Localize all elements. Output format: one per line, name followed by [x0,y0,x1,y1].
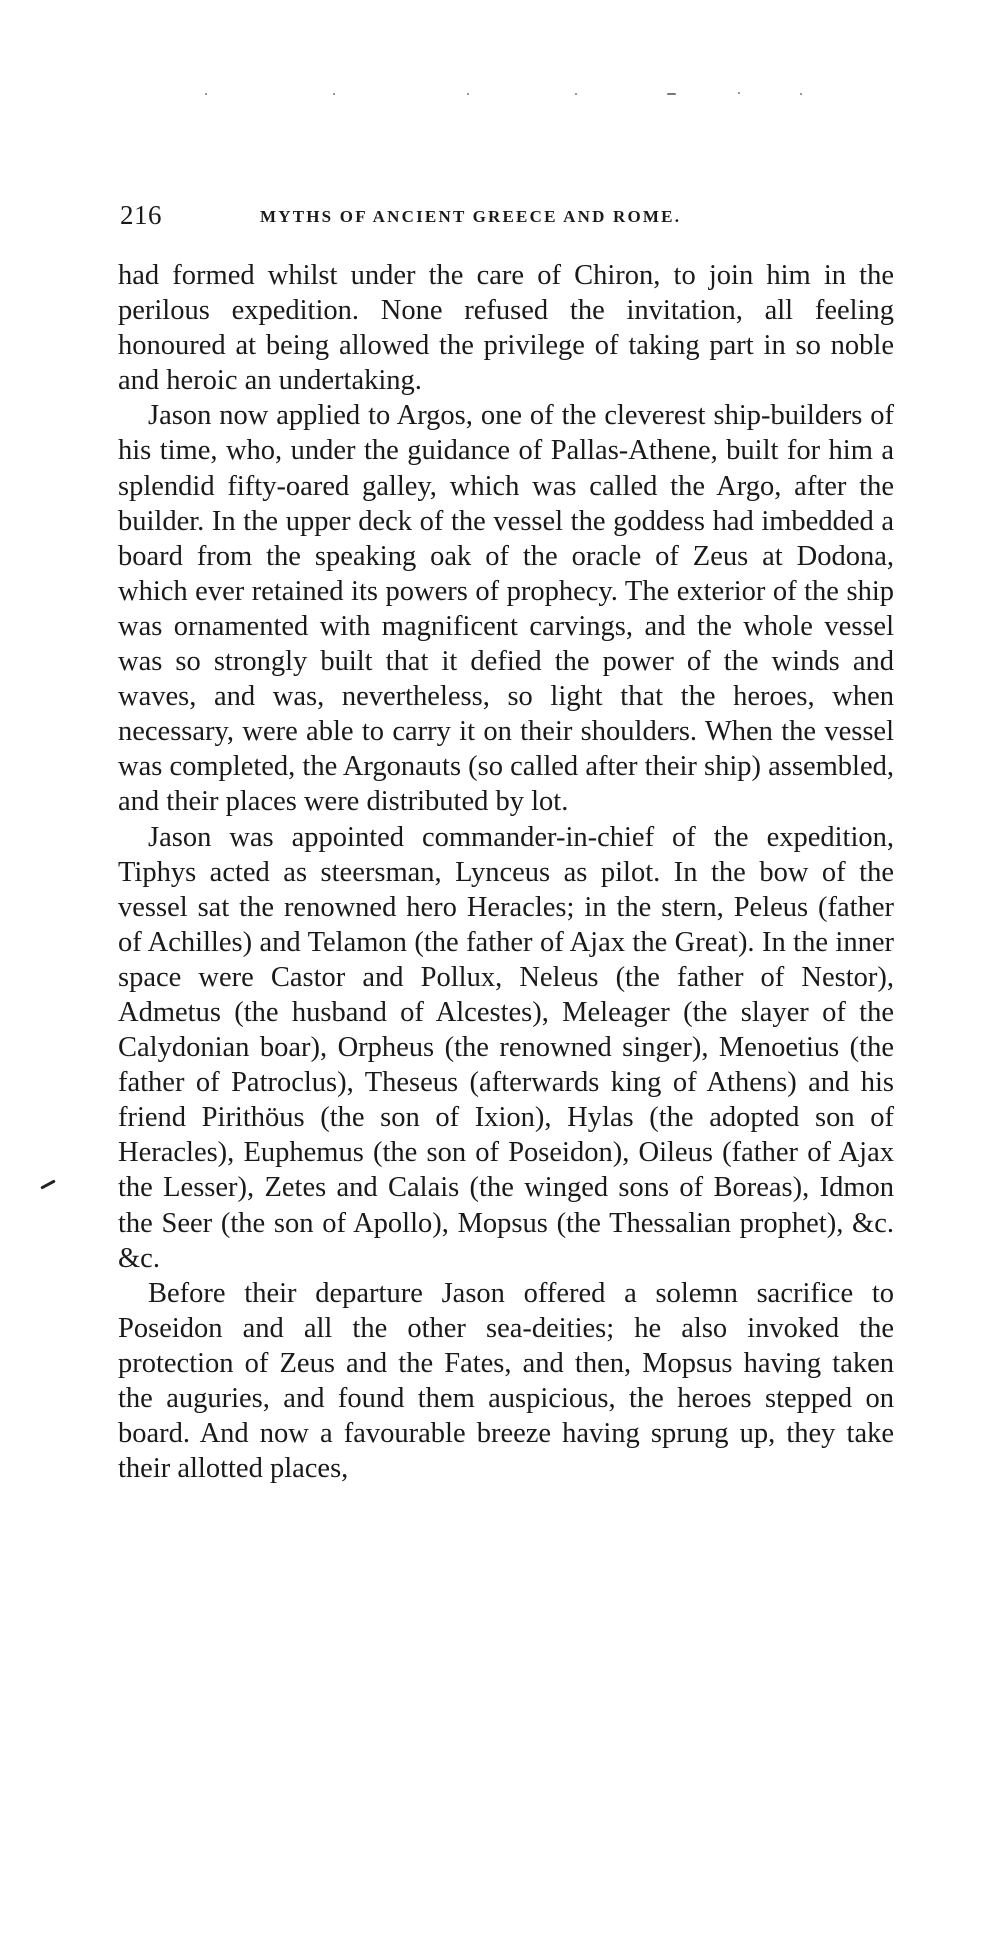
scan-speck [800,93,802,95]
running-title: MYTHS OF ANCIENT GREECE AND ROME. [260,207,682,226]
scan-speck [333,93,335,95]
paragraph-departure: Before their departure Jason offered a solemn sacrifice to Poseidon and all the other sea-deities; he also invoked the protection of Zeus and the Fates, and then, Mopsus having taken the auguries, and found them auspicious, the heroes stepped on board. And now a favourable breeze having sprung up, they take their allotted places, [118,1277,894,1485]
margin-pencil-mark [40,1179,56,1189]
paragraph-continuation: had formed whilst under the care of Chiron, to join him in the perilous expedition. None refused the invitation, all feeling honoured at being allowed the privilege of taking part in so noble and heroic an undertaking. [118,260,894,397]
page-number: 216 [120,200,162,230]
page-header [120,200,896,240]
scan-speck [205,93,207,95]
paragraph-argo-building: Jason now applied to Argos, one of the cleverest ship-builders of his time, who, under the guidance of Pallas-Athene, built for him a splendid fifty-oared galley, which was called the Argo, after the builder. In the upper deck of the vessel the goddess had imbedded a board from the speaking oak of the oracle of Zeus at Dodona, which ever retained its powers of prophecy. The exterior of the ship was ornamented with magnificent carvings, and the whole vessel was so strongly built that it defied the power of the winds and waves, and was, nevertheless, so light that the heroes, when necessary, were able to carry it on their shoulders. When the vessel was completed, the Argonauts (so called after their ship) assembled, and their places were distributed by lot. [118,400,894,818]
scan-speck [738,92,740,94]
scan-speck [667,93,676,95]
paragraph-crew-list: Jason was appointed commander-in-chief of the expedition, Tiphys acted as steersman, Lynceus as pilot. In the bow of the vessel sat the renowned hero Heracles; in the stern, Peleus (father of Achilles) and Telamon (the father of Ajax the Great). In the inner space were Castor and Pollux, Neleus (the father of Nestor), Admetus (the husband of Alcestes), Meleager (the slayer of the Calydonian boar), Orpheus (the renowned singer), Menoetius (the father of Patroclus), Theseus (afterwards king of Athens) and his friend Pirithöus (the son of Ixion), Hylas (the adopted son of Heracles), Euphemus (the son of Poseidon), Oileus (father of Ajax the Lesser), Zetes and Calais (the winged sons of Boreas), Idmon the Seer (the son of Apollo), Mopsus (the Thessalian prophet), &c. &c. [118,821,894,1274]
scan-speck [575,93,577,95]
body-text [118,258,894,1486]
scan-speck [467,93,469,95]
